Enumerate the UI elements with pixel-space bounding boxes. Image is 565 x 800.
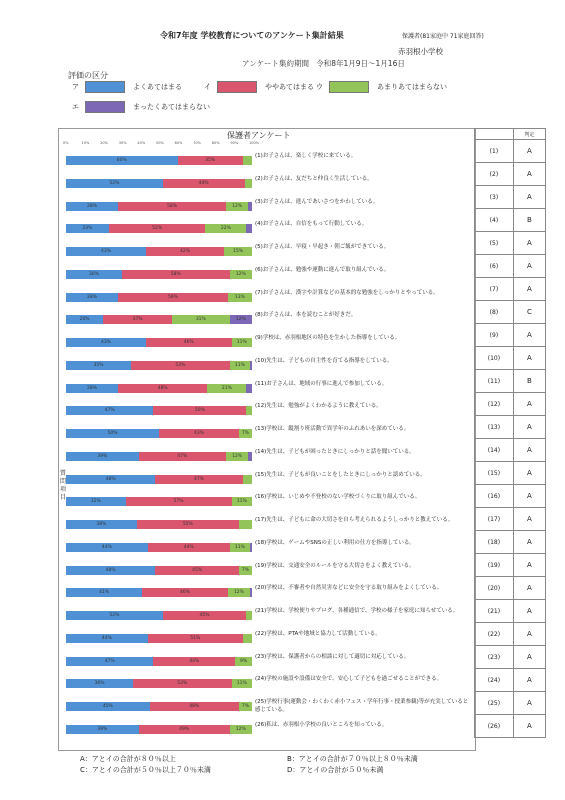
bar-segment: 36%	[66, 679, 133, 688]
bar-segment: 13%	[228, 293, 252, 302]
judgement-grade: B	[513, 209, 545, 232]
bar-segment: 51%	[148, 634, 243, 643]
legend-swatch	[329, 81, 369, 93]
judgement-row	[475, 209, 546, 232]
bar-segment: 59%	[118, 293, 228, 302]
bar-segment: 50%	[153, 406, 246, 415]
bar-segment	[246, 611, 252, 620]
bar-segment: 44%	[153, 657, 235, 666]
question-label: (8)お子さんは、本を読むことが好きだ。	[255, 312, 357, 319]
legend-key: エ	[72, 103, 79, 111]
judgement-grade: A	[513, 485, 545, 508]
bar-segment: 58%	[122, 270, 230, 279]
question-row	[66, 515, 486, 537]
stacked-bar	[66, 634, 252, 643]
legend-swatch	[85, 81, 125, 93]
stacked-bar	[66, 452, 252, 461]
question-number: (26)	[475, 715, 514, 738]
bar-segment: 38%	[66, 520, 137, 529]
stacked-bar	[66, 179, 252, 188]
question-label: (12)先生は、勉強がよくわかるように教えている。	[255, 403, 382, 410]
bar-segment: 20%	[66, 315, 103, 324]
axis-tick: 100%	[249, 141, 260, 145]
bar-segment: 30%	[66, 270, 122, 279]
bar-segment: 12%	[226, 452, 248, 461]
criteria-b: B：アとイの合計が７０％以上８０％未満	[287, 755, 418, 763]
stacked-bar	[66, 315, 252, 324]
judgement-row	[475, 462, 546, 485]
question-row	[66, 470, 486, 492]
question-label: (5)お子さんは、早寝・早起き・朝ご飯ができている。	[255, 244, 390, 250]
table-header-blank	[475, 129, 514, 140]
bar-segment: 52%	[66, 611, 163, 620]
question-number: (15)	[475, 462, 514, 485]
bar-segment: 47%	[155, 475, 242, 484]
bar-segment	[239, 520, 252, 529]
question-number: (7)	[475, 278, 514, 301]
stacked-bar	[66, 588, 252, 597]
question-row	[66, 151, 486, 173]
bar-segment: 44%	[148, 543, 230, 552]
question-row	[66, 333, 486, 355]
bar-segment: 48%	[66, 475, 155, 484]
bar-segment	[246, 384, 252, 393]
question-number: (3)	[475, 186, 514, 209]
question-axis-label: 質問項目	[59, 470, 66, 501]
bar-segment: 12%	[228, 588, 250, 597]
judgement-grade: A	[513, 646, 545, 669]
bar-segment: 39%	[66, 725, 139, 734]
judgement-row	[475, 577, 546, 600]
judgement-grade: A	[513, 462, 545, 485]
question-label: (16)学校は、いじめや不登校のない学校づくりに取り組んでいる。	[255, 494, 421, 501]
judgement-grade: A	[513, 255, 545, 278]
bar-segment: 28%	[66, 384, 118, 393]
judgement-table	[474, 128, 546, 738]
bar-segment	[248, 202, 252, 211]
bar-segment: 45%	[163, 611, 247, 620]
question-label: (25)学校行事(運動会・わくわく赤小フェス・学年行事・授業参観)等が充実していると感じている。	[255, 699, 469, 713]
judgement-row	[475, 324, 546, 347]
question-number: (21)	[475, 600, 514, 623]
question-row	[66, 356, 486, 378]
judgement-row	[475, 646, 546, 669]
stacked-bar	[66, 156, 252, 165]
bar-segment: 12%	[226, 202, 248, 211]
judgement-row	[475, 669, 546, 692]
question-number: (16)	[475, 485, 514, 508]
axis-tick: 40%	[137, 141, 146, 145]
question-number: (2)	[475, 163, 514, 186]
judgement-grade: A	[513, 278, 545, 301]
question-number: (5)	[475, 232, 514, 255]
axis-tick: 0%	[63, 141, 69, 145]
question-number: (13)	[475, 416, 514, 439]
question-row	[66, 674, 486, 696]
question-row	[66, 174, 486, 196]
judgement-grade: A	[513, 140, 545, 163]
bar-segment	[250, 543, 252, 552]
legend-key: ウ	[316, 83, 323, 91]
axis-tick: 70%	[193, 141, 201, 145]
judgement-row	[475, 140, 546, 163]
bar-segment: 48%	[150, 702, 239, 711]
stacked-bar	[66, 566, 252, 575]
question-row	[66, 538, 486, 560]
judgement-row	[475, 531, 546, 554]
judgement-grade: A	[513, 324, 545, 347]
stacked-bar	[66, 679, 252, 688]
legend-item-i	[204, 81, 314, 93]
judgement-grade: A	[513, 163, 545, 186]
question-number: (14)	[475, 439, 514, 462]
legend-item-e	[72, 101, 210, 113]
question-label: (9)学校は、赤羽根地区の特色を生かした指導をしている。	[255, 335, 401, 341]
question-row	[66, 424, 486, 446]
legend-item-a	[72, 81, 182, 93]
question-number: (12)	[475, 393, 514, 416]
bar-segment: 11%	[230, 361, 250, 370]
question-label: (21)学校は、学校便りやブログ、各種通信で、学校の様子を家庭に知らせている。	[255, 608, 459, 614]
stacked-bar	[66, 293, 252, 302]
judgement-grade: B	[513, 370, 545, 393]
question-number: (17)	[475, 508, 514, 531]
question-number: (10)	[475, 347, 514, 370]
stacked-bar	[66, 725, 252, 734]
question-label: (20)学校は、不審者や自然災害などに安全を守る取り組みをよくしている。	[255, 585, 443, 592]
stacked-bar	[66, 338, 252, 347]
stacked-bar	[66, 475, 252, 484]
question-row	[66, 288, 486, 310]
judgement-row	[475, 163, 546, 186]
bar-segment: 47%	[139, 452, 226, 461]
bar-segment: 41%	[66, 588, 142, 597]
question-label: (13)学校は、縦割り班活動で異学年のふれあいを深めている。	[255, 426, 410, 432]
judgement-row	[475, 554, 546, 577]
question-label: (19)学校は、交通安全のルールを守る大切さをよく教えている。	[255, 562, 415, 569]
legend-label: まったくあてはまらない	[133, 103, 210, 111]
school-name: 赤羽根小学校	[398, 47, 443, 56]
question-row	[66, 197, 486, 219]
bar-segment: 12%	[230, 270, 252, 279]
survey-period	[242, 58, 405, 69]
question-row	[66, 492, 486, 514]
bar-segment	[243, 475, 252, 484]
judgement-grade: A	[513, 669, 545, 692]
question-number: (18)	[475, 531, 514, 554]
judgement-row	[475, 370, 546, 393]
bar-segment	[250, 361, 252, 370]
bar-segment: 53%	[133, 679, 232, 688]
bar-segment: 58%	[118, 202, 226, 211]
judgement-row	[475, 600, 546, 623]
judgement-grade: A	[513, 347, 545, 370]
question-row	[66, 310, 486, 332]
bar-segment: 53%	[131, 361, 230, 370]
legend-swatch	[217, 81, 257, 93]
judgement-row	[475, 439, 546, 462]
stacked-bar	[66, 224, 252, 233]
bar-segment: 52%	[66, 179, 163, 188]
question-label: (18)学校は、ゲームやSNSの正しい利用の仕方を指導している。	[255, 539, 415, 546]
question-label: (1)お子さんは、楽しく学校に来ている。	[255, 153, 357, 159]
criteria-c: C：アとイの合計が５０％以上７０％未満	[80, 766, 211, 774]
bar-segment: 31%	[172, 315, 230, 324]
stacked-bar	[66, 202, 252, 211]
question-number: (9)	[475, 324, 514, 347]
judgement-row	[475, 715, 546, 738]
judgement-row	[475, 232, 546, 255]
bar-segment: 35%	[66, 361, 131, 370]
judgement-row	[475, 347, 546, 370]
bar-segment: 44%	[66, 543, 148, 552]
bar-segment: 11%	[230, 543, 250, 552]
question-number: (8)	[475, 301, 514, 324]
bar-segment: 37%	[103, 315, 172, 324]
judgement-grade: A	[513, 600, 545, 623]
question-number: (25)	[475, 692, 514, 715]
bar-segment	[245, 179, 252, 188]
stacked-bar	[66, 543, 252, 552]
period-label: アンケート集約期間	[242, 59, 310, 68]
judgement-grade: A	[513, 393, 545, 416]
question-label: (26)私は、赤羽根小学校の良いところを知っている。	[255, 721, 388, 728]
question-label: (6)お子さんは、勉強や運動に進んで取り組んでいる。	[255, 266, 390, 273]
judgement-grade: A	[513, 554, 545, 577]
question-label: (7)お子さんは、漢字や計算などの基本的な勉強をしっかりとやっている。	[255, 289, 439, 296]
bar-segment	[248, 452, 252, 461]
bar-segment: 32%	[66, 497, 126, 506]
axis-tick: 80%	[211, 141, 220, 145]
judgement-row	[475, 255, 546, 278]
bar-segment: 57%	[126, 497, 232, 506]
question-number: (19)	[475, 554, 514, 577]
stacked-bar	[66, 429, 252, 438]
bar-segment: 28%	[66, 293, 118, 302]
question-row	[66, 265, 486, 287]
bar-segment: 47%	[66, 406, 153, 415]
bar-segment: 47%	[66, 657, 153, 666]
axis-tick: 50%	[156, 141, 164, 145]
question-label: (24)学校の施設や設備は安全で、安心して子どもを過ごせることができる。	[255, 676, 443, 683]
chart-title: 保護者アンケート	[227, 131, 291, 140]
legend-title: 評価の区分	[68, 71, 108, 80]
stacked-bar	[66, 520, 252, 529]
legend-label: あまりあてはまらない	[377, 83, 447, 91]
legend-key: ア	[72, 83, 79, 91]
question-label: (14)先生は、子どもが困ったときにしっかりと話を聞いている。	[255, 448, 415, 455]
question-label: (15)先生は、子どもが良いことをしたときにしっかりと認めている。	[255, 471, 426, 478]
bar-segment: 46%	[142, 588, 228, 597]
stacked-bar	[66, 657, 252, 666]
legend-item-u	[316, 81, 447, 93]
judgement-grade: A	[513, 232, 545, 255]
bar-segment: 43%	[66, 247, 146, 256]
question-row	[66, 583, 486, 605]
bar-segment: 11%	[232, 338, 252, 347]
question-row	[66, 652, 486, 674]
judgement-grade: C	[513, 301, 545, 324]
bar-segment: 39%	[66, 452, 139, 461]
judgement-grade: A	[513, 623, 545, 646]
bar-segment: 46%	[146, 338, 232, 347]
question-row	[66, 242, 486, 264]
bar-segment: 43%	[66, 338, 146, 347]
stacked-bar	[66, 247, 252, 256]
question-label: (10)先生は、子どもの自主性を育てる指導をしている。	[255, 357, 393, 364]
bar-segment: 22%	[205, 224, 246, 233]
bar-segment: 49%	[139, 725, 230, 734]
question-row	[66, 561, 486, 583]
axis-tick: 20%	[100, 141, 108, 145]
question-label: (2)お子さんは、友だちと仲良く生活している。	[255, 175, 373, 182]
bar-segment: 35%	[178, 156, 243, 165]
judgement-row	[475, 692, 546, 715]
judgement-row	[475, 416, 546, 439]
bar-segment: 7%	[239, 429, 252, 438]
judgement-grade: A	[513, 531, 545, 554]
stacked-bar	[66, 270, 252, 279]
judgement-grade: A	[513, 439, 545, 462]
question-row	[66, 379, 486, 401]
question-label: (3)お子さんは、進んであいさつをかわしている。	[255, 198, 379, 205]
bar-segment: 9%	[235, 657, 252, 666]
legend-label: ややあてはまる	[265, 83, 314, 91]
judgement-row	[475, 278, 546, 301]
bar-segment: 50%	[66, 429, 159, 438]
question-number: (4)	[475, 209, 514, 232]
question-number: (20)	[475, 577, 514, 600]
question-label: (4)お子さんは、自信をもって行動している。	[255, 221, 368, 228]
bar-segment: 48%	[66, 566, 155, 575]
bar-segment: 48%	[118, 384, 207, 393]
question-row	[66, 720, 486, 742]
bar-segment: 7%	[239, 566, 252, 575]
bar-segment: 45%	[155, 566, 239, 575]
axis-tick: 90%	[230, 141, 239, 145]
bar-segment	[246, 406, 252, 415]
legend-label: よくあてはまる	[133, 83, 182, 91]
stacked-bar	[66, 702, 252, 711]
question-label: (17)先生は、子どもに命の大切さを自ら考えられるようしっかりと教えている。	[255, 517, 454, 523]
bar-segment	[250, 588, 252, 597]
criteria-a: A：アとイの合計が８０％以上	[80, 755, 176, 763]
judgement-row	[475, 623, 546, 646]
question-number: (11)	[475, 370, 514, 393]
bar-segment: 15%	[224, 247, 252, 256]
judgement-row	[475, 393, 546, 416]
question-row	[66, 219, 486, 241]
question-number: (24)	[475, 669, 514, 692]
bar-segment: 45%	[66, 702, 150, 711]
question-row	[66, 629, 486, 651]
bar-segment: 42%	[146, 247, 224, 256]
question-number: (6)	[475, 255, 514, 278]
bar-segment: 43%	[159, 429, 239, 438]
page-title: 令和7年度 学校教育についてのアンケート集計結果	[160, 31, 344, 40]
question-number: (22)	[475, 623, 514, 646]
judgement-grade: A	[513, 186, 545, 209]
question-number: (23)	[475, 646, 514, 669]
bar-segment: 7%	[239, 702, 252, 711]
judgement-grade: A	[513, 715, 545, 738]
stacked-bar	[66, 406, 252, 415]
bar-segment: 52%	[109, 224, 206, 233]
bar-segment: 11%	[232, 679, 252, 688]
question-row	[66, 447, 486, 469]
question-row	[66, 606, 486, 628]
axis-tick: 30%	[118, 141, 127, 145]
question-label: (23)学校は、保護者からの相談に対して適切に対応している。	[255, 653, 410, 660]
bar-segment: 21%	[207, 384, 246, 393]
bar-segment: 60%	[66, 156, 178, 165]
bar-segment: 55%	[137, 520, 239, 529]
bar-segment: 28%	[66, 202, 118, 211]
bar-segment: 44%	[66, 634, 148, 643]
axis-tick: 60%	[174, 141, 183, 145]
legend-key: イ	[204, 83, 211, 91]
judgement-row	[475, 301, 546, 324]
stacked-bar	[66, 361, 252, 370]
bar-segment: 44%	[163, 179, 245, 188]
percent-axis	[63, 141, 260, 149]
judgement-grade: A	[513, 508, 545, 531]
bar-segment: 12%	[230, 725, 252, 734]
bar-segment: 11%	[232, 497, 252, 506]
stacked-bar	[66, 384, 252, 393]
question-label: (11)お子さんは、地域の行事に進んで参加している。	[255, 380, 388, 387]
legend-swatch	[85, 101, 125, 113]
period-value: 令和8年1月9日～1月16日	[316, 59, 405, 68]
judgement-grade: A	[513, 692, 545, 715]
respondent-count: 保護者(81家庭中 71家庭回答)	[402, 33, 484, 40]
judgement-row	[475, 186, 546, 209]
question-label: (22)学校は、PTAや地域と協力して活動している。	[255, 630, 381, 637]
judgement-row	[475, 485, 546, 508]
bar-segment: 12%	[230, 315, 252, 324]
judgement-grade: A	[513, 577, 545, 600]
stacked-bar	[66, 611, 252, 620]
table-header-judgement: 判定	[513, 129, 545, 140]
judgement-grade: A	[513, 416, 545, 439]
question-number: (1)	[475, 140, 514, 163]
question-row	[66, 697, 486, 719]
bar-segment	[246, 224, 252, 233]
criteria-d: D：アとイの合計が５０％未満	[287, 766, 384, 774]
stacked-bar	[66, 497, 252, 506]
judgement-row	[475, 508, 546, 531]
bar-segment	[243, 156, 252, 165]
question-row	[66, 401, 486, 423]
bar-segment: 23%	[66, 224, 109, 233]
bar-segment	[243, 634, 252, 643]
axis-tick: 10%	[81, 141, 90, 145]
